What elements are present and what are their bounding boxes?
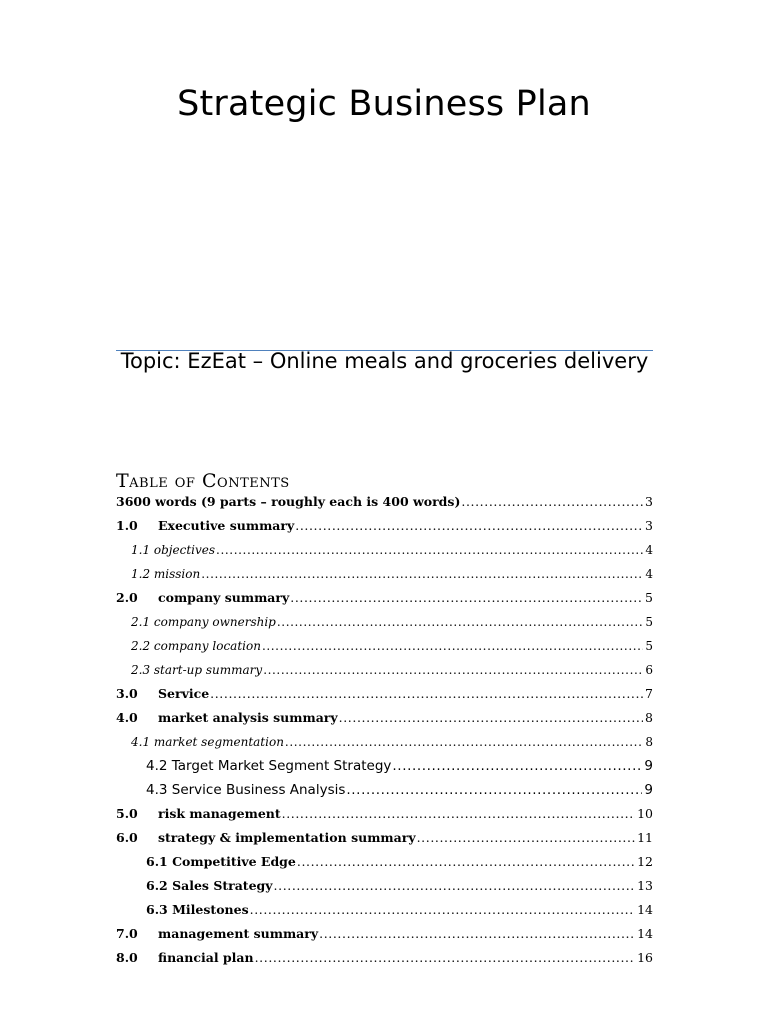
- toc-leader-dots: [346, 780, 642, 800]
- toc-entry[interactable]: [116, 492, 653, 512]
- toc-heading: Table of Contents: [116, 470, 290, 492]
- toc-entry-page: 9: [644, 758, 653, 774]
- toc-leader-dots: [339, 708, 643, 728]
- toc-leader-dots: [263, 660, 643, 680]
- toc-leader-dots: [285, 732, 643, 752]
- toc-entry-page: 3: [645, 518, 653, 533]
- toc-entry-page: 7: [645, 686, 653, 701]
- toc-entry[interactable]: [131, 732, 653, 752]
- toc-entry-title: 6.3 Milestones: [146, 902, 249, 917]
- toc-entry[interactable]: [131, 612, 653, 632]
- toc-entry-title: 6.2 Sales Strategy: [146, 878, 273, 893]
- toc-entry[interactable]: [131, 564, 653, 584]
- toc-leader-dots: [274, 876, 636, 896]
- toc-entry-page: 11: [637, 830, 653, 845]
- toc-leader-dots: [277, 612, 644, 632]
- toc-leader-dots: [282, 804, 635, 824]
- toc-entry-title: 2.3 start-up summary: [131, 663, 263, 677]
- toc-entry-title: Service: [158, 686, 210, 701]
- toc-entry-page: 14: [637, 926, 653, 941]
- toc-entry[interactable]: [116, 516, 653, 536]
- toc-leader-dots: [392, 756, 642, 776]
- toc-entry-page: 5: [645, 615, 653, 629]
- toc-entry[interactable]: [116, 588, 653, 608]
- toc-leader-dots: [319, 924, 635, 944]
- toc-entry-title: 1.2 mission: [131, 567, 201, 581]
- toc-leader-dots: [262, 636, 643, 656]
- toc-entry-page: 4: [645, 567, 653, 581]
- toc-entry[interactable]: [116, 708, 653, 728]
- toc-entry-page: 10: [637, 806, 653, 821]
- toc-entry-number: 3.0: [116, 686, 138, 701]
- toc-entry-title: company summary: [158, 590, 290, 605]
- toc-leader-dots: [417, 828, 635, 848]
- toc-entry-number: 8.0: [116, 950, 138, 965]
- toc-entry-title: 1.1 objectives: [131, 543, 216, 557]
- toc-leader-dots: [297, 852, 635, 872]
- toc-leader-dots: [201, 564, 643, 584]
- toc-leader-dots: [250, 900, 635, 920]
- toc-leader-dots: [255, 948, 635, 968]
- toc-entry-number: 4.0: [116, 710, 138, 725]
- toc-entry-page: 3: [645, 494, 653, 509]
- toc-entry-number: 2.0: [116, 590, 138, 605]
- document-topic: Topic: EzEat – Online meals and groceries delivery: [120, 349, 649, 373]
- toc-entry-title: 4.2 Target Market Segment Strategy: [146, 758, 392, 774]
- toc-entry-page: 13: [637, 878, 653, 893]
- toc-entry-page: 12: [637, 854, 653, 869]
- toc-entry[interactable]: [116, 924, 653, 944]
- toc-entry[interactable]: [116, 684, 653, 704]
- toc-entry-page: 16: [637, 950, 653, 965]
- toc-entry-title: financial plan: [158, 950, 254, 965]
- toc-entry-page: 5: [645, 590, 653, 605]
- toc-entry[interactable]: [146, 780, 653, 800]
- toc-leader-dots: [216, 540, 643, 560]
- toc-entry-title: management summary: [158, 926, 319, 941]
- toc-leader-dots: [295, 516, 643, 536]
- toc-entry-title: 3600 words (9 parts – roughly each is 400 words): [116, 494, 461, 509]
- toc-entry[interactable]: [146, 900, 653, 920]
- toc-entry-number: 1.0: [116, 518, 138, 533]
- toc-entry-title: risk management: [158, 806, 281, 821]
- toc-entry[interactable]: [116, 804, 653, 824]
- toc-entry[interactable]: [146, 852, 653, 872]
- toc-entry[interactable]: [146, 756, 653, 776]
- toc-entry[interactable]: [116, 948, 653, 968]
- toc-entry-number: 5.0: [116, 806, 138, 821]
- toc-leader-dots: [461, 492, 643, 512]
- toc-entry-title: 6.1 Competitive Edge: [146, 854, 296, 869]
- document-title: Strategic Business Plan: [177, 84, 591, 124]
- toc-entry-page: 4: [645, 543, 653, 557]
- toc-entry-page: 5: [645, 639, 653, 653]
- toc-entry-title: 2.2 company location: [131, 639, 261, 653]
- toc-entry-title: market analysis summary: [158, 710, 338, 725]
- toc-entry[interactable]: [146, 876, 653, 896]
- toc-entry-number: 6.0: [116, 830, 138, 845]
- toc-entry-title: 4.1 market segmentation: [131, 735, 284, 749]
- toc-entry-title: 2.1 company ownership: [131, 615, 276, 629]
- toc-entry-number: 7.0: [116, 926, 138, 941]
- toc-leader-dots: [290, 588, 643, 608]
- toc-entry-page: 9: [644, 782, 653, 798]
- toc-entry-page: 6: [645, 663, 653, 677]
- toc-entry[interactable]: [131, 540, 653, 560]
- toc-entry-page: 8: [645, 735, 653, 749]
- toc-entry[interactable]: [131, 636, 653, 656]
- toc-leader-dots: [210, 684, 643, 704]
- toc-entry[interactable]: [116, 828, 653, 848]
- toc-entry-title: Executive summary: [158, 518, 295, 533]
- toc-entry-title: 4.3 Service Business Analysis: [146, 782, 346, 798]
- toc-entry-page: 8: [645, 710, 653, 725]
- toc-entry[interactable]: [131, 660, 653, 680]
- toc-entry-page: 14: [637, 902, 653, 917]
- toc-entry-title: strategy & implementation summary: [158, 830, 416, 845]
